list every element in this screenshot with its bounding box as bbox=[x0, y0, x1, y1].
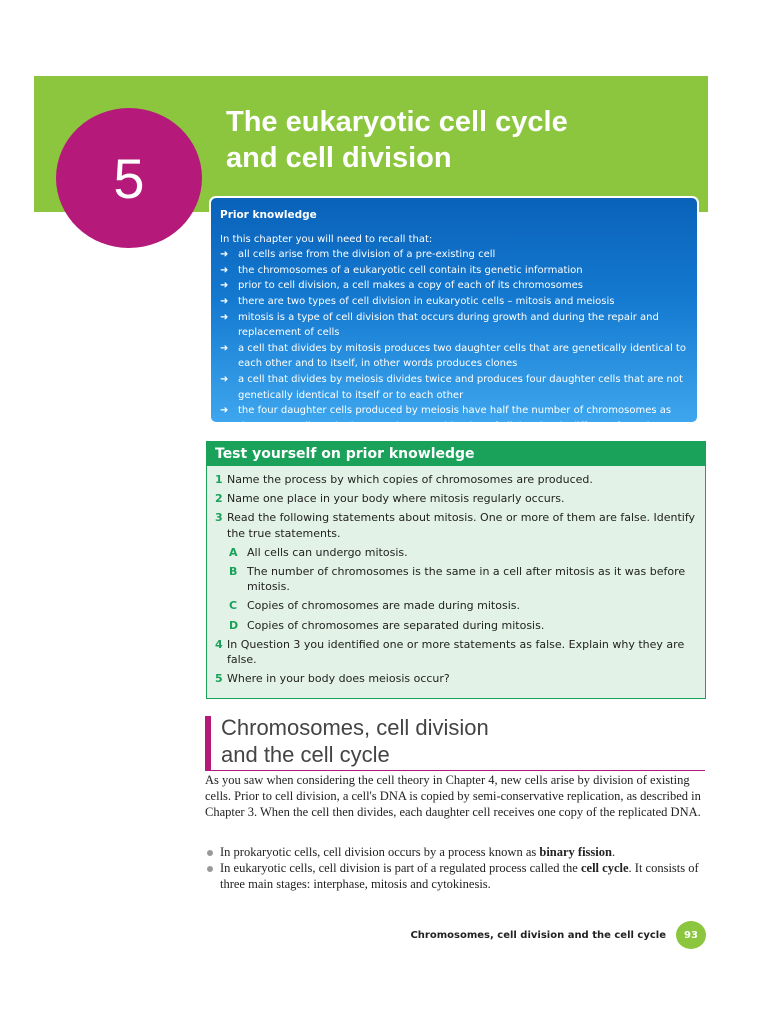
list-item: ➜ there are two types of cell division in eukaryotic cells – mitosis and meiosis bbox=[220, 294, 687, 310]
list-item: ➜ a cell that divides by mitosis produces two daughter cells that are genetically identical to each other and to itself, in other words produces clones bbox=[220, 342, 686, 370]
bullet-list bbox=[205, 845, 709, 892]
option-c: C Copies of chromosomes are made during mitosis. bbox=[229, 599, 520, 613]
list-item: ➜ all cells arise from the division of a pre-existing cell bbox=[220, 247, 687, 263]
section-accent-bar bbox=[205, 716, 211, 770]
prior-knowledge-list bbox=[220, 247, 687, 450]
arrow-right-icon: ➜ bbox=[220, 311, 229, 323]
option-d: D Copies of chromosomes are separated during mitosis. bbox=[229, 618, 545, 632]
chapter-number-badge bbox=[56, 108, 202, 248]
list-item: In prokaryotic cells, cell division occurs by a process known as binary fission. bbox=[205, 845, 709, 861]
arrow-right-icon: ➜ bbox=[220, 342, 229, 354]
prior-knowledge-heading: Prior knowledge bbox=[220, 209, 317, 221]
option-b: B The number of chromosomes is the same in a cell after mitosis as it was before mitosis. bbox=[229, 565, 686, 594]
option-a: A All cells can undergo mitosis. bbox=[229, 545, 408, 559]
arrow-right-icon: ➜ bbox=[220, 373, 229, 385]
list-item: ➜ the chromosomes of a eukaryotic cell contain its genetic information bbox=[220, 263, 687, 279]
arrow-right-icon: ➜ bbox=[220, 249, 229, 261]
prior-knowledge-intro: In this chapter you will need to recall that: bbox=[220, 233, 433, 245]
question-4: 4 In Question 3 you identified one or more statements as false. Explain why they are false. bbox=[215, 637, 685, 667]
list-item: In eukaryotic cells, cell division is part of a regulated process called the cell cycle. It consists of three main stages: interphase, mitosis and cytokinesis. bbox=[205, 861, 709, 893]
bullet-dot-icon bbox=[207, 850, 213, 856]
question-2: 2 Name one place in your body where mitosis regularly occurs. bbox=[215, 492, 565, 506]
bullet-dot-icon bbox=[207, 866, 213, 872]
chapter-title: The eukaryotic cell cycle and cell division bbox=[226, 106, 568, 174]
arrow-right-icon: ➜ bbox=[220, 264, 229, 276]
list-item: ➜ the four daughter cells produced by meiosis have half the number of chromosomes as the parent cell. Each also contains a combination of alleles that is different from the bbox=[220, 405, 672, 432]
section-title: Chromosomes, cell division and the cell cycle bbox=[221, 715, 489, 767]
question-5: 5 Where in your body does meiosis occur? bbox=[215, 672, 450, 686]
test-yourself-questions bbox=[207, 466, 705, 686]
list-item: ➜ a cell that divides by meiosis divides twice and produces four daughter cells that are not genetically identical to itself or to each other bbox=[220, 373, 683, 401]
test-yourself-box bbox=[206, 441, 706, 699]
page-number: 93 bbox=[676, 921, 706, 949]
question-1: 1 Name the process by which copies of chromosomes are produced. bbox=[215, 473, 593, 486]
list-item: ➜ prior to cell division, a cell makes a copy of each of its chromosomes bbox=[220, 278, 687, 294]
running-footer: Chromosomes, cell division and the cell cycle bbox=[410, 930, 666, 941]
arrow-right-icon: ➜ bbox=[220, 405, 229, 417]
arrow-right-icon: ➜ bbox=[220, 295, 229, 307]
arrow-right-icon: ➜ bbox=[220, 280, 229, 292]
prior-knowledge-box bbox=[209, 196, 699, 432]
list-item: ➜ mitosis is a type of cell division that occurs during growth and during the repair and replacement of cells bbox=[220, 311, 659, 339]
section-divider bbox=[205, 770, 705, 771]
test-yourself-heading: Test yourself on prior knowledge bbox=[207, 442, 705, 466]
body-paragraph: As you saw when considering the cell theory in Chapter 4, new cells arise by division of existing cells. Prior to cell division, a cell's DNA is copied by semi-conservative replication, as described in Chapter 3. When the cell then divides, each daughter cell receives one copy of the replicated DNA. bbox=[205, 773, 701, 819]
question-3: 3 Read the following statements about mitosis. One or more of them are false. Identify the true statements. bbox=[215, 511, 696, 540]
chapter-number: 5 bbox=[113, 146, 145, 210]
